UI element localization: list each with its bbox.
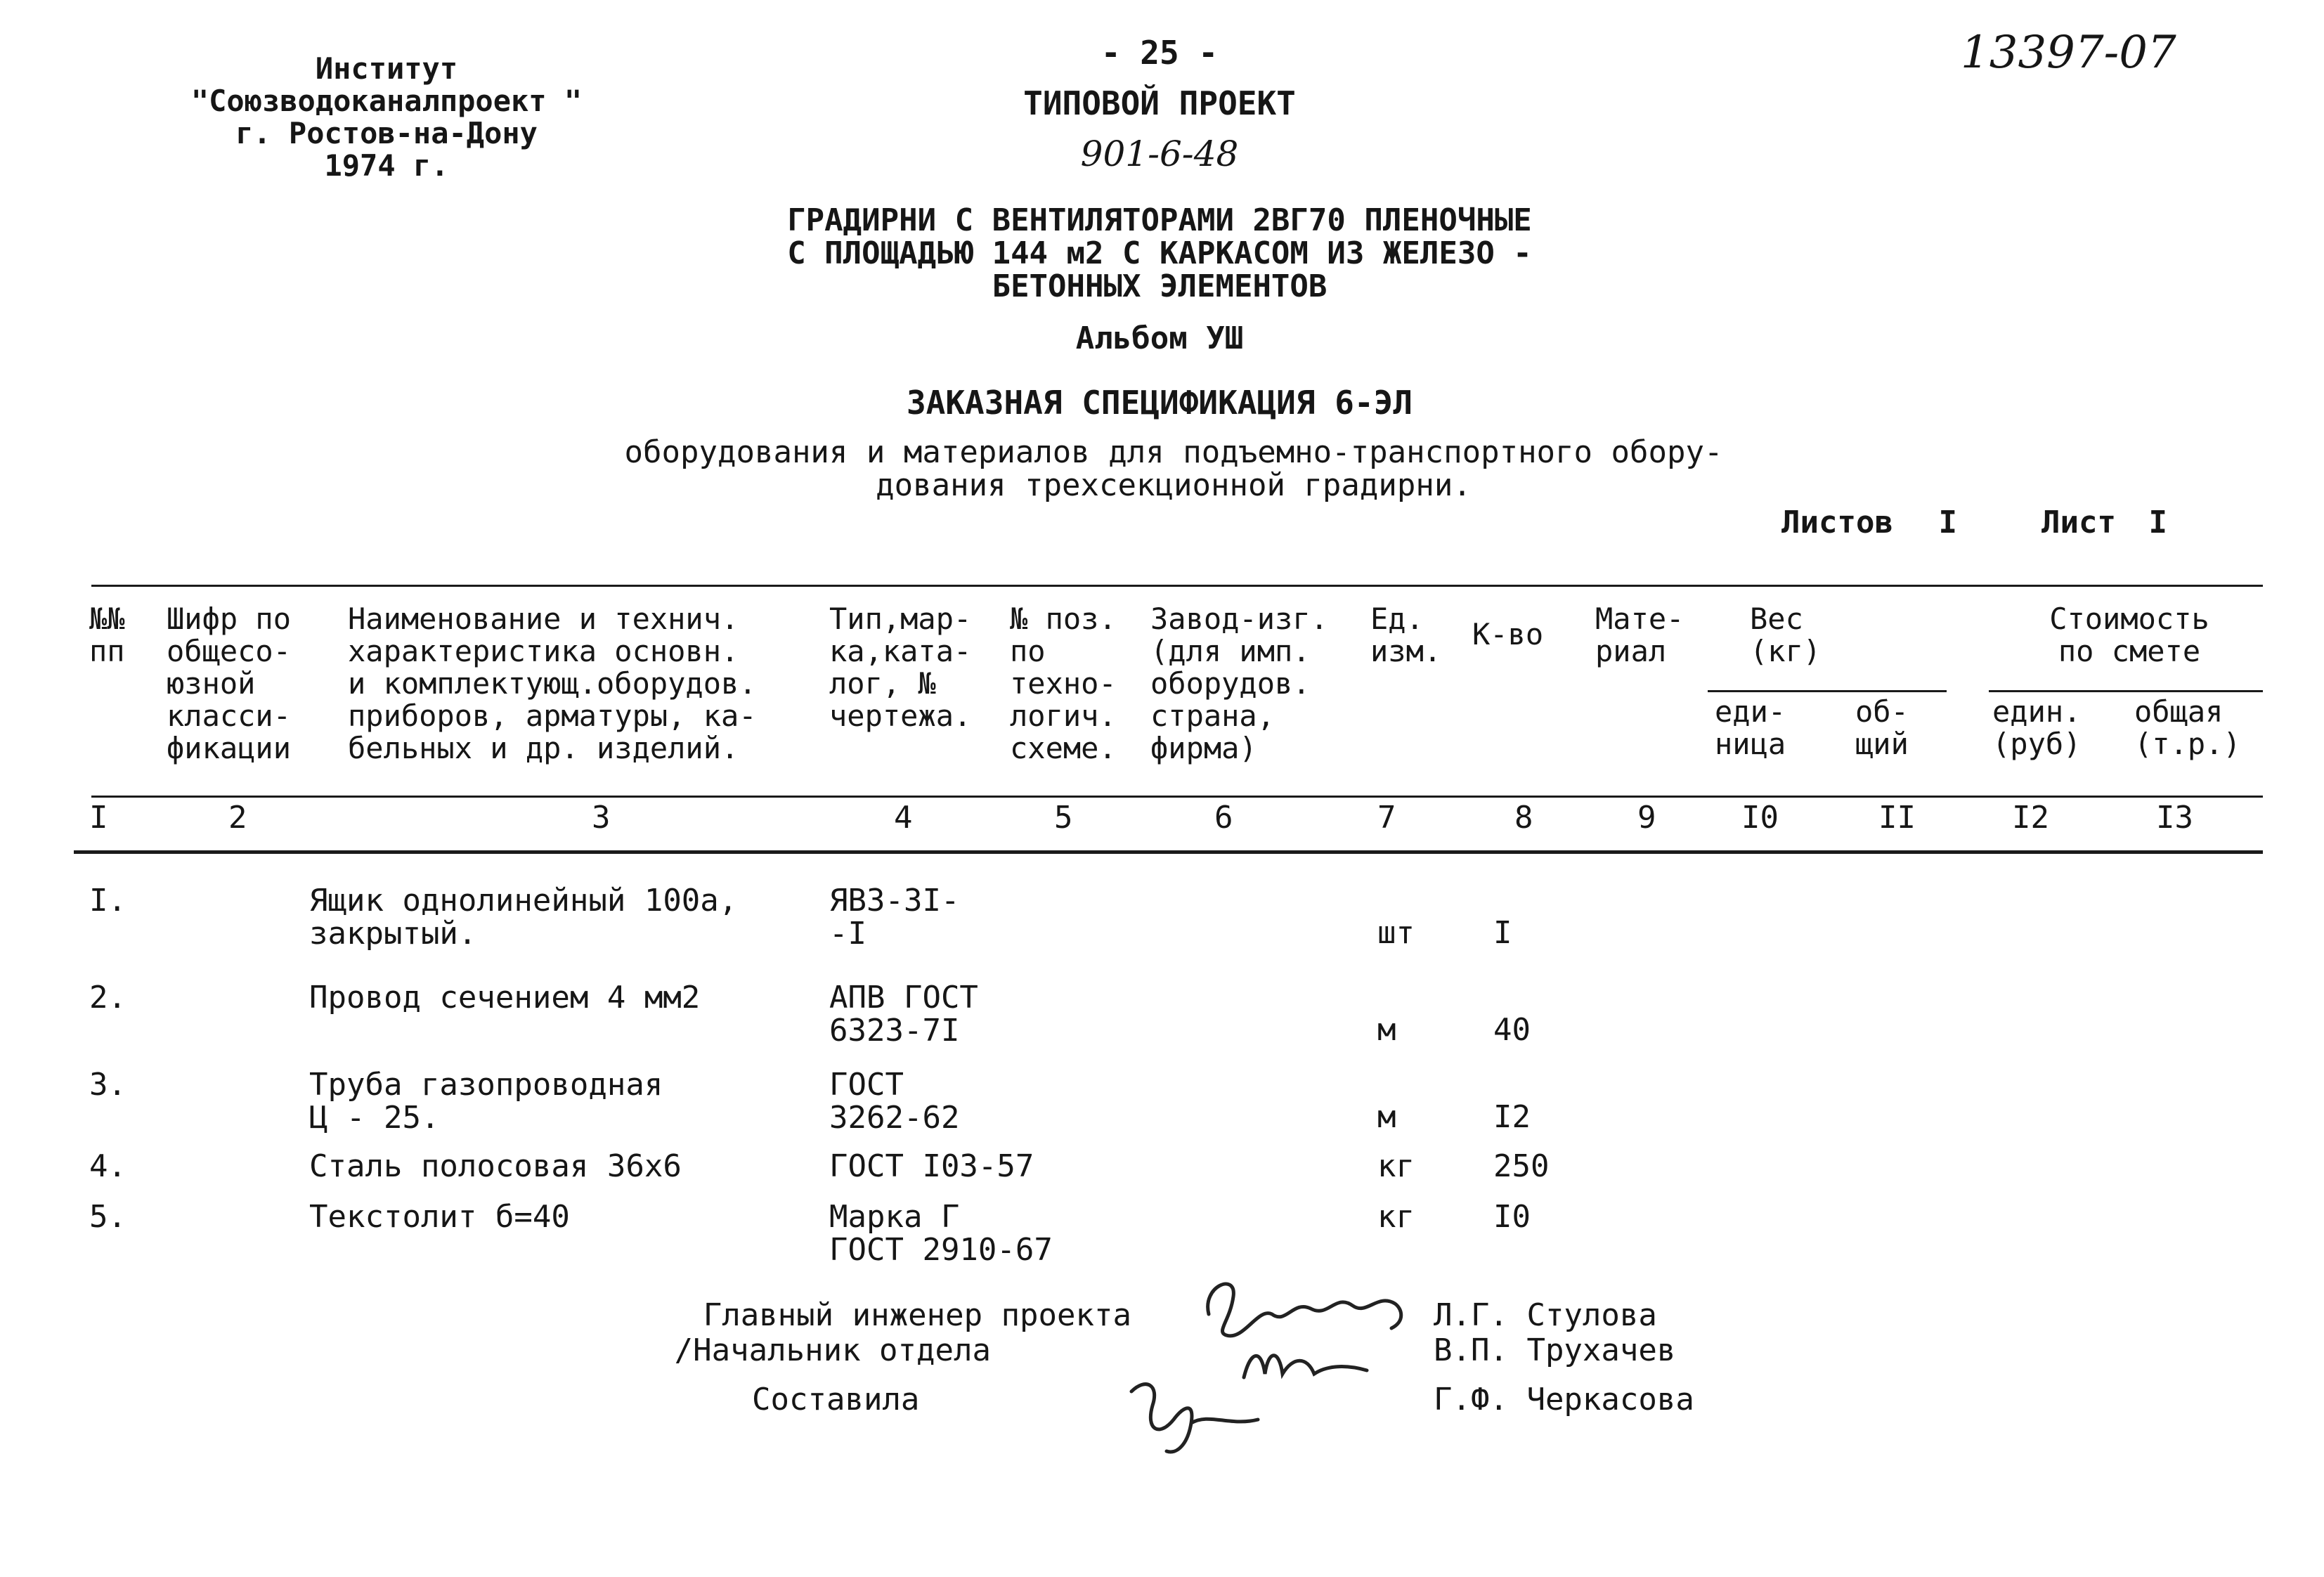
column-number-11: II — [1878, 800, 1916, 836]
column-header-weight: Вес (кг) — [1750, 602, 1822, 668]
signature-role-compiler: Составила — [752, 1382, 920, 1417]
column-header-type: Тип,мар- ка,ката- лог, № чертежа. — [829, 602, 972, 733]
album-label: Альбом УШ — [1075, 320, 1244, 356]
row-type: АПВ ГОСТ 6323-7I — [829, 980, 978, 1049]
sheet-number-label: Лист — [2041, 505, 2116, 540]
project-code: 901-6-48 — [1080, 134, 1239, 174]
institute-year: 1974 г. — [324, 148, 449, 183]
sheets-total-value: I — [1938, 505, 1957, 540]
title-line-3: БЕТОННЫХ ЭЛЕМЕНТОВ — [992, 268, 1327, 304]
row-unit: шт — [1377, 915, 1415, 951]
column-number-2: 2 — [228, 800, 247, 836]
specification-title: ЗАКАЗНАЯ СПЕЦИФИКАЦИЯ 6-ЭЛ — [906, 384, 1413, 422]
sheets-total — [1781, 506, 1957, 539]
sheets-total-label: Листов — [1781, 505, 1893, 540]
signature-name-chief-engineer: Л.Г. Стулова — [1434, 1297, 1657, 1333]
page-number: - 25 - — [1101, 34, 1219, 72]
column-header-cost-total: общая (т.р.) — [2134, 694, 2241, 761]
institute-block — [119, 53, 654, 182]
column-header-cost-unit: един. (руб) — [1992, 694, 2082, 761]
row-number: 4. — [89, 1148, 126, 1184]
column-number-10: I0 — [1741, 800, 1779, 836]
sheet-number-value: I — [2148, 505, 2167, 540]
row-type: Марка Г ГОСТ 2910-67 — [829, 1199, 1053, 1268]
column-header-number: №№ пп — [89, 602, 125, 668]
column-number-1: I — [89, 800, 108, 836]
column-header-weight-total: об- щий — [1855, 694, 1909, 761]
institute-city: г. Ростов-на-Дону — [235, 116, 538, 150]
column-number-12: I2 — [2012, 800, 2049, 836]
column-number-4: 4 — [894, 800, 913, 836]
institute-name: "Союзводоканалпроект " — [190, 84, 583, 118]
table-row — [0, 1068, 2324, 1146]
row-name: Сталь полосовая 36х6 — [309, 1148, 682, 1184]
column-number-5: 5 — [1054, 800, 1073, 836]
column-header-weight-unit: еди- ница — [1715, 694, 1786, 761]
row-unit: м — [1377, 1012, 1396, 1048]
signature-role-chief-engineer: Главный инженер проекта — [703, 1297, 1131, 1333]
row-quantity: I — [1493, 915, 1512, 951]
column-header-classification: Шифр по общесо- юзной класси- фикации — [167, 602, 292, 765]
column-number-13: I3 — [2156, 800, 2193, 836]
row-quantity: I2 — [1493, 1099, 1531, 1135]
description-line-2: дования трехсекционной градирни. — [876, 467, 1472, 503]
row-quantity: 250 — [1493, 1148, 1550, 1184]
table-row — [0, 1200, 2324, 1278]
signature-name-compiler: Г.Ф. Черкасова — [1434, 1382, 1694, 1417]
signature-role-department-head: /Начальник отдела — [674, 1332, 991, 1368]
row-name: Ящик однолинейный 100а, закрытый. — [309, 883, 738, 952]
table-row — [0, 981, 2324, 1058]
subheader-rule-cost — [1989, 690, 2263, 692]
row-quantity: 40 — [1493, 1012, 1531, 1048]
row-name: Провод сечением 4 мм2 — [309, 980, 701, 1015]
row-number: I. — [89, 883, 126, 919]
title-line-2: С ПЛОЩАДЬЮ 144 м2 С КАРКАСОМ ИЗ ЖЕЛЕЗО - — [787, 235, 1532, 271]
column-header-cost: Стоимость по смете — [2049, 602, 2209, 668]
column-number-3: 3 — [592, 800, 611, 836]
specification-description — [527, 436, 1820, 502]
row-type: ГОСТ I03-57 — [829, 1148, 1034, 1184]
column-numbers-rule — [74, 850, 2263, 854]
row-unit: м — [1377, 1099, 1396, 1135]
project-label: ТИПОВОЙ ПРОЕКТ — [1023, 84, 1296, 122]
row-quantity: I0 — [1493, 1199, 1531, 1235]
header-bottom-rule — [91, 796, 2263, 798]
table-row — [0, 884, 2324, 961]
column-header-unit: Ед. изм. — [1370, 602, 1442, 668]
column-header-position: № поз. по техно- логич. схеме. — [1010, 602, 1117, 765]
sheet-number — [2041, 506, 2167, 539]
column-header-quantity: К-во — [1472, 617, 1544, 651]
document-number: 13397-07 — [1961, 27, 2176, 79]
column-number-9: 9 — [1637, 800, 1656, 836]
row-type: ЯВЗ-3I- -I — [829, 883, 960, 952]
row-name: Труба газопроводная Ц - 25. — [309, 1067, 663, 1136]
signature-name-department-head: В.П. Трухачев — [1434, 1332, 1676, 1368]
column-header-material: Мате- риал — [1595, 602, 1684, 668]
description-line-1: оборудования и материалов для подъемно-транспортного обору- — [624, 434, 1723, 470]
row-number: 3. — [89, 1067, 126, 1103]
row-type: ГОСТ 3262-62 — [829, 1067, 960, 1136]
document-title — [632, 204, 1687, 303]
subheader-rule-weight — [1708, 690, 1947, 692]
table-top-rule — [91, 585, 2263, 587]
institute-label: Институт — [315, 51, 458, 86]
row-number: 5. — [89, 1199, 126, 1235]
row-unit: кг — [1377, 1148, 1415, 1184]
handwritten-signature-3 — [1117, 1363, 1300, 1462]
column-number-8: 8 — [1514, 800, 1533, 836]
table-row — [0, 1150, 2324, 1192]
title-line-1: ГРАДИРНИ С ВЕНТИЛЯТОРАМИ 2ВГ70 ПЛЕНОЧНЫЕ — [787, 202, 1532, 238]
row-unit: кг — [1377, 1199, 1415, 1235]
column-header-name: Наименование и технич. характеристика основн. и комплектующ.оборудов. приборов, арматуры, ка- бельных и др. изделий. — [348, 602, 757, 765]
row-name: Текстолит б=40 — [309, 1199, 570, 1235]
column-number-6: 6 — [1214, 800, 1233, 836]
column-number-7: 7 — [1377, 800, 1396, 836]
column-header-manufacturer: Завод-изг. (для имп. оборудов. страна, фирма) — [1150, 602, 1328, 765]
row-number: 2. — [89, 980, 126, 1015]
